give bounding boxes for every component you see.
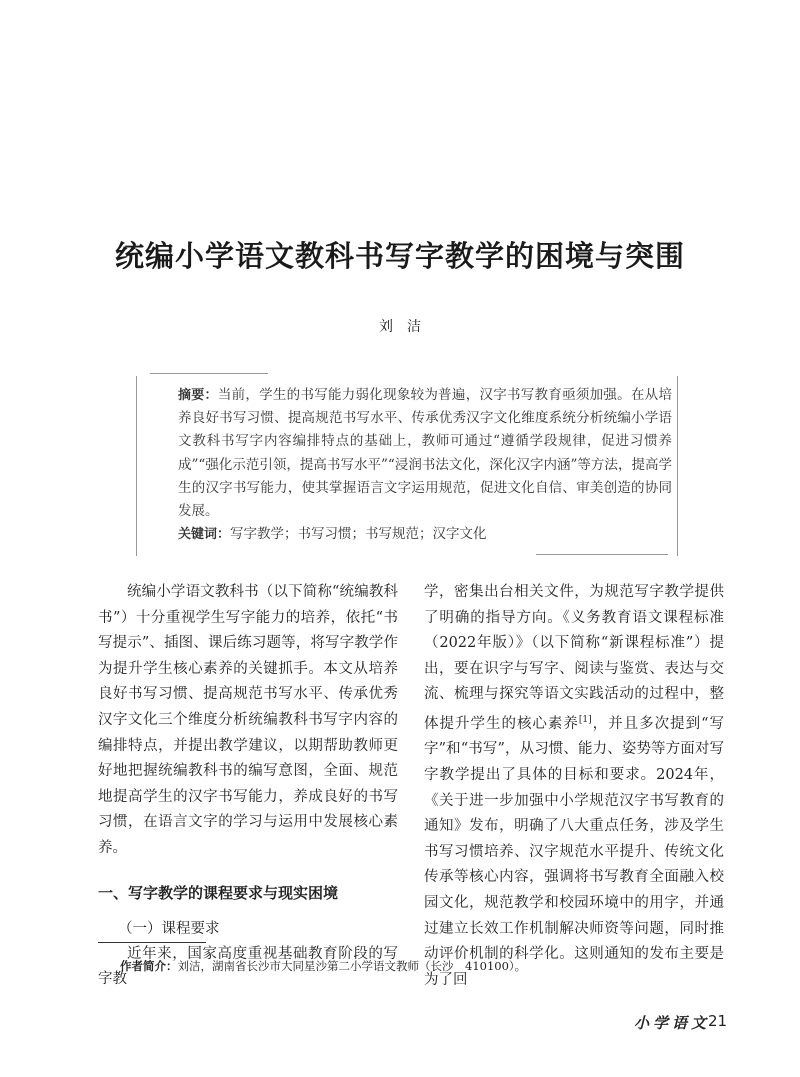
intro-paragraph: 统编小学语文教科书（以下简称“统编教科书”）十分重视学生写字能力的培养，依托“书写提示”、插图、课后练习题等，将写字教学作为提升学生核心素养的关键抓手。本文从培养良好书写习惯、提高规范书写水平、传承优秀汉字文化三个维度分析统编教科书写字内容的编排特点，并提出教学建议，以期帮助教师更好地把握统编教科书的编写意图，全面、规范地提高学生的汉字书写能力，养成良好的书写习惯，在语言文字的学习与运用中发展核心素养。	[98, 584, 398, 856]
author-footnote	[120, 958, 526, 974]
continued-paragraph	[424, 580, 724, 993]
footnote-rule	[98, 942, 206, 943]
keywords-text: 写字教学；书写习惯；书写规范；汉字文化	[230, 526, 487, 543]
keywords	[150, 523, 672, 546]
abstract-bottom-rule	[536, 554, 668, 555]
footnote-label: 作者简介：	[120, 959, 178, 973]
abstract	[150, 384, 672, 546]
subsection-heading: （一）课程要求	[118, 920, 220, 937]
abstract-text: 当前，学生的书写能力弱化现象较为普遍，汉字书写教育亟须加强。在从培养良好书写习惯、提高规范书写水平、传承优秀汉字文化维度系统分析统编小学语文教科书写字内容编排特点的基础上，教师可通过“遵循学段规律，促进习惯养成”“强化示范引领，提高书写水平”“浸润书法文化，深化汉字内涵”等方法，提高学生的汉字书写能力，使其掌握语言文字运用规范，促进文化自信、审美创造的协同发展。	[178, 387, 672, 520]
abstract-top-rule	[150, 373, 268, 374]
abstract-body	[150, 384, 672, 523]
keywords-label: 关键词：	[178, 527, 231, 543]
footnote-text: 刘洁，湖南省长沙市大同星沙第二小学语文教师（长沙 410100）。	[177, 959, 527, 973]
article-title: 统编小学语文教科书写字教学的困境与突围	[114, 239, 685, 273]
citation-ref: [1]	[578, 714, 592, 725]
journal-name: 小学语文	[634, 1014, 711, 1032]
paragraph-part-b: ，并且多次提到“写字”和“书写”，从习惯、能力、姿势等方面对写字教学提出了具体的目标和要求。2024年，《关于进一步加强中小学规范汉字书写教育的通知》发布，明确了八大重点任务，涉及学生书写习惯培养、汉字规范水平提升、传统文化传承等核心内容，强调将书写教育全面融入校园文化，规范教学和校园环境中的用字，并通过建立长效工作机制解决师资等问题，同时推动评价机制的科学化。这则通知的发布主要是为了回	[424, 715, 725, 988]
author-name: 刘洁	[379, 319, 435, 335]
abstract-label: 摘要：	[178, 388, 218, 403]
section-heading-1: 一、写字教学的课程要求与现实困境	[98, 883, 339, 902]
left-column	[98, 580, 398, 993]
paragraph-part-a: 学，密集出台相关文件，为规范写字教学提供了明确的指导方向。《义务教育语文课程标准（2022年版）》（以下简称“新课程标准”）提出，要在识字与写字、阅读与鉴赏、表达与交流、梳理与探究等语文实践活动的过程中，整体提升学生的核心素养	[424, 584, 724, 732]
subsection-paragraph: 近年来，国家高度重视基础教育阶段的写字教	[98, 945, 398, 988]
right-column	[424, 580, 724, 993]
page-number: 21	[708, 1012, 728, 1030]
